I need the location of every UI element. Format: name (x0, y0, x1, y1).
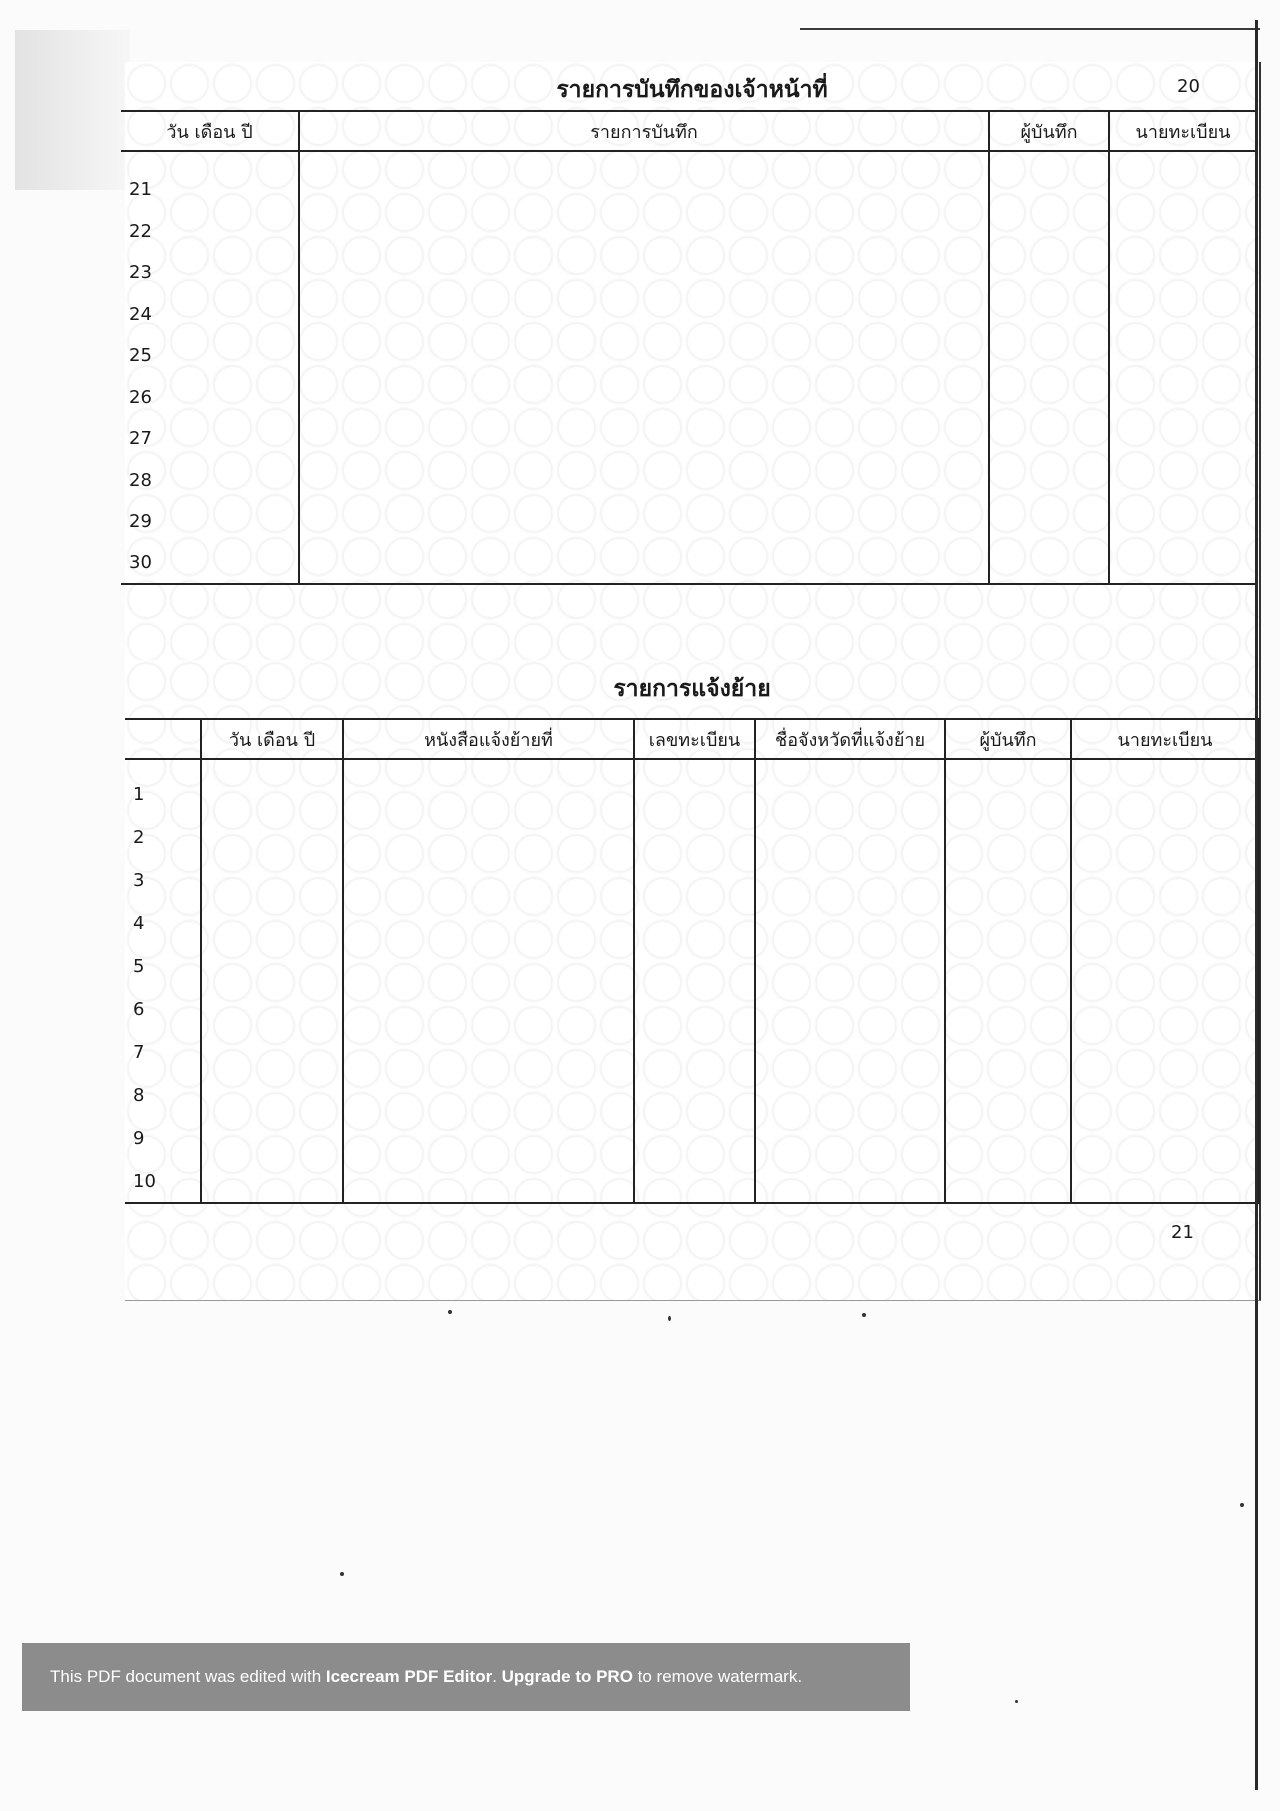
table-row (121, 543, 1257, 585)
table-row (121, 501, 1257, 543)
relocation-sheet (125, 660, 1261, 1301)
watermark-middle: . (492, 1667, 502, 1686)
row-number: 5 (125, 945, 201, 988)
relocation-table (125, 718, 1260, 1204)
row-number: 26 (121, 377, 299, 419)
table-row (121, 377, 1257, 419)
table-header-row (125, 719, 1259, 759)
table-header-row (121, 111, 1257, 151)
col-recorder-header: ผู้บันทึก (989, 111, 1109, 151)
scan-speck (1015, 1700, 1018, 1703)
editor-watermark-banner (22, 1643, 910, 1711)
row-number: 28 (121, 460, 299, 502)
table-row (121, 460, 1257, 502)
row-number: 30 (121, 543, 299, 585)
watermark-suffix: to remove watermark. (632, 1667, 803, 1686)
table-row (125, 816, 1259, 859)
row-number: 6 (125, 988, 201, 1031)
officer-records-table (121, 110, 1258, 585)
col-notice-header: หนังสือแจ้งย้ายที่ (343, 719, 634, 759)
table-row (125, 773, 1259, 816)
scan-shadow (15, 30, 130, 190)
table-row (121, 335, 1257, 377)
row-number: 29 (121, 501, 299, 543)
page-number-20: 20 (1177, 76, 1200, 97)
table-row (121, 252, 1257, 294)
table-row (125, 1160, 1259, 1203)
col-date-header: วัน เดือน ปี (201, 719, 343, 759)
row-number: 7 (125, 1031, 201, 1074)
page-number-21: 21 (1171, 1222, 1194, 1243)
row-number: 2 (125, 816, 201, 859)
col-registrar-header: นายทะเบียน (1071, 719, 1259, 759)
col-record-header: รายการบันทึก (299, 111, 989, 151)
table-row (121, 169, 1257, 211)
scan-speck (340, 1572, 344, 1576)
col-recorder-header: ผู้บันทึก (945, 719, 1071, 759)
table-row (121, 211, 1257, 253)
row-number: 21 (121, 169, 299, 211)
row-number: 8 (125, 1074, 201, 1117)
table-row (121, 418, 1257, 460)
row-number: 9 (125, 1117, 201, 1160)
row-number: 24 (121, 294, 299, 336)
officer-records-title: รายการบันทึกของเจ้าหน้าที่ (556, 77, 828, 103)
col-registrar-header: นายทะเบียน (1109, 111, 1257, 151)
table-row (125, 945, 1259, 988)
table-row (125, 988, 1259, 1031)
page-edge-top (800, 28, 1260, 30)
row-number: 23 (121, 252, 299, 294)
table-row (125, 1031, 1259, 1074)
watermark-prefix: This PDF document was edited with (50, 1667, 326, 1686)
watermark-product: Icecream PDF Editor (325, 1667, 493, 1686)
table-row (125, 1117, 1259, 1160)
table-row (125, 902, 1259, 945)
row-number: 25 (121, 335, 299, 377)
col-date-header: วัน เดือน ปี (121, 111, 299, 151)
page-edge-right (1255, 20, 1258, 1790)
officer-records-sheet (125, 62, 1261, 663)
watermark-upgrade-link: Upgrade to PRO (501, 1667, 633, 1686)
col-province-header: ชื่อจังหวัดที่แจ้งย้าย (755, 719, 945, 759)
relocation-title: รายการแจ้งย้าย (613, 676, 771, 702)
col-index-header (125, 719, 201, 759)
scan-speck (668, 1316, 671, 1321)
scan-speck (1240, 1503, 1244, 1507)
table-row (125, 1074, 1259, 1117)
row-number: 1 (125, 773, 201, 816)
row-number: 4 (125, 902, 201, 945)
scan-speck (448, 1310, 452, 1314)
col-registration-number-header: เลขทะเบียน (634, 719, 755, 759)
row-number: 10 (125, 1160, 201, 1203)
row-number: 3 (125, 859, 201, 902)
table-row (121, 294, 1257, 336)
table-row (125, 859, 1259, 902)
row-number: 27 (121, 418, 299, 460)
row-number: 22 (121, 211, 299, 253)
scan-speck (862, 1313, 866, 1317)
